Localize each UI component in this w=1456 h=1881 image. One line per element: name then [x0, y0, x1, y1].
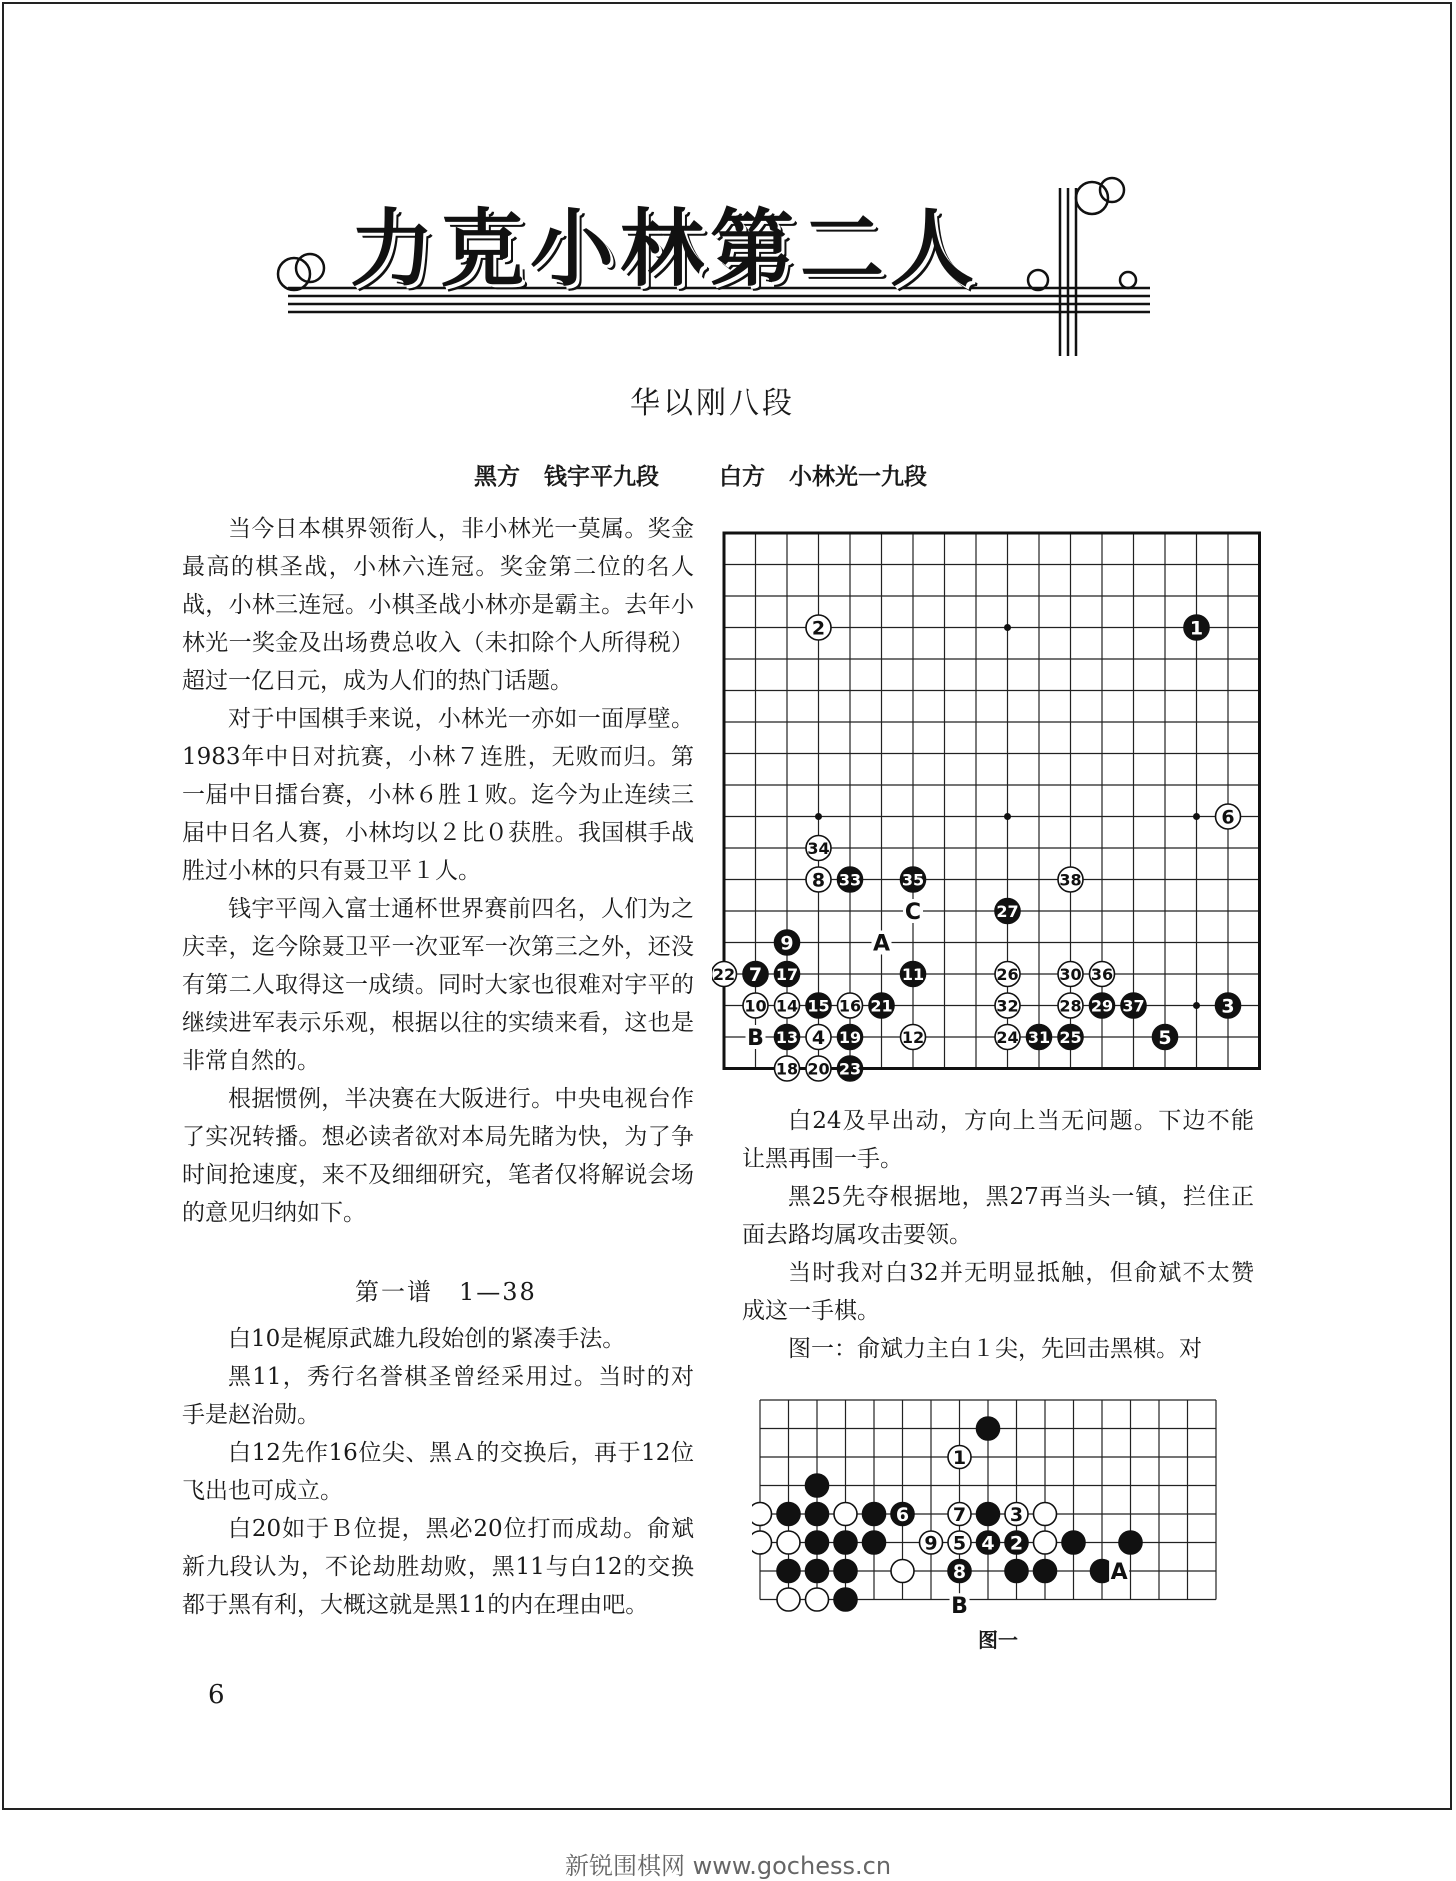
- move-number: 9: [924, 1532, 938, 1555]
- section-heading: 第一谱 1—38: [355, 1278, 537, 1306]
- move-number: 11: [901, 965, 925, 984]
- move-number: 26: [996, 965, 1019, 984]
- white-stone: [891, 1560, 914, 1583]
- black-stone: [977, 1417, 1000, 1440]
- black-stone: [777, 1560, 800, 1583]
- move-number: 7: [748, 964, 763, 986]
- go-diagram-main: [712, 525, 1262, 1101]
- white-stone: [834, 1503, 857, 1526]
- move-number: 2: [811, 617, 826, 640]
- move-number: 30: [1059, 965, 1082, 984]
- black-stone: [806, 1560, 829, 1583]
- black-stone: [777, 1503, 800, 1526]
- board-mark-label: A: [1110, 1560, 1128, 1585]
- white-stone: [752, 1503, 772, 1526]
- white-stone: [777, 1588, 800, 1611]
- move-number: 31: [1027, 1028, 1051, 1047]
- move-number: 1: [952, 1447, 967, 1469]
- page-number: 6: [208, 1680, 225, 1710]
- move-number: 9: [780, 932, 794, 955]
- move-number: 13: [775, 1028, 799, 1047]
- white-stone: [1034, 1503, 1057, 1526]
- star-point: [1193, 1002, 1200, 1009]
- white-stone: [777, 1531, 800, 1554]
- intro-paragraph: 根据惯例，半决赛在大阪进行。中央电视台作了实况转播。想必读者欲对本局先睹为快，为了争时间抢速度，来不及细细研究，笔者仅将解说会场的意见归纳如下。: [182, 1086, 694, 1226]
- watermark: 新锐围棋网 www.gochess.cn: [564, 1852, 892, 1880]
- board-border: [724, 533, 1260, 1069]
- star-point: [815, 813, 822, 820]
- black-stone: [806, 1474, 829, 1497]
- move-number: 34: [807, 839, 830, 858]
- commentary-paragraph: 图一：俞斌力主白１尖，先回击黑棋。对: [788, 1336, 1202, 1362]
- move-number: 15: [807, 996, 830, 1016]
- move-number: 6: [895, 1504, 910, 1526]
- figure-caption: 图一: [978, 1628, 1018, 1652]
- move-number: 10: [744, 996, 767, 1016]
- move-number: 3: [1221, 995, 1235, 1018]
- players-line: [474, 458, 943, 491]
- move-number: 1: [1189, 617, 1204, 640]
- move-number: 4: [981, 1532, 995, 1555]
- go-board-main: [712, 525, 1262, 1097]
- move-number: 16: [838, 996, 862, 1016]
- move-number: 17: [775, 965, 799, 984]
- move-number: 21: [870, 996, 893, 1016]
- move-number: 6: [1221, 806, 1235, 829]
- commentary-left-column: [182, 1320, 694, 1624]
- black-stone: [863, 1503, 886, 1526]
- white-stone: [1034, 1531, 1057, 1554]
- move-number: 22: [712, 965, 736, 984]
- move-number: 8: [952, 1561, 967, 1583]
- go-diagram-figure1: [752, 1388, 1240, 1624]
- move-number: 5: [1158, 1027, 1172, 1049]
- commentary-paragraph: 白20如于Ｂ位提，黑必20位打而成劫。俞斌新九段认为，不论劫胜劫败，黑11与白12的交换都于黑有利，大概这就是黑11的内在理由吧。: [182, 1516, 694, 1618]
- move-number: 5: [952, 1532, 967, 1555]
- commentary-paragraph: 白12先作16位尖、黑Ａ的交换后，再于12位飞出也可成立。: [182, 1440, 694, 1504]
- intro-paragraph: 当今日本棋界领衔人，非小林光一莫属。奖金最高的棋圣战，小林六连冠。奖金第二位的名人战，小林三连冠。小棋圣战小林亦是霸主。去年小林光一奖金及出场费总收入（未扣除个人所得税）超过一亿日元，成为人们的热门话题。: [182, 516, 694, 694]
- intro-paragraph: 钱宇平闯入富士通杯世界赛前四名，人们为之庆幸，迄今除聂卫平一次亚军一次第三之外，还没有第二人取得这一成绩。同时大家也很难对宇平的继续进军表示乐观，根据以往的实绩来看，这也是非常自然的。: [182, 896, 694, 1074]
- move-number: 38: [1059, 870, 1082, 890]
- move-number: 23: [838, 1059, 862, 1079]
- move-number: 14: [775, 996, 799, 1016]
- go-board-figure1: [752, 1388, 1240, 1620]
- move-number: 2: [1009, 1532, 1024, 1555]
- article-title: 力克小林第二人: [350, 200, 981, 298]
- black-stone: [1119, 1531, 1142, 1554]
- move-number: 27: [996, 902, 1019, 921]
- commentary-right-column: [742, 1102, 1254, 1368]
- white-label: 白方: [719, 464, 766, 490]
- commentary-paragraph: 黑25先夺根据地，黑27再当头一镇，拦住正面去路均属攻击要领。: [742, 1184, 1254, 1248]
- move-number: 8: [811, 869, 826, 892]
- commentary-paragraph: 黑11，秀行名誉棋圣曾经采用过。当时的对手是赵治勋。: [182, 1364, 694, 1428]
- move-number: 33: [838, 870, 862, 890]
- black-player: 钱宇平九段: [544, 464, 660, 490]
- board-mark-label: C: [904, 900, 922, 925]
- star-point: [1004, 624, 1011, 631]
- move-number: 28: [1059, 996, 1082, 1016]
- black-label: 黑方: [474, 464, 520, 490]
- black-stone: [806, 1531, 829, 1554]
- move-number: 24: [996, 1028, 1019, 1047]
- black-stone: [977, 1503, 1000, 1526]
- board-grid: [724, 533, 1260, 1069]
- move-number: 35: [901, 870, 925, 890]
- board-mark-label: B: [951, 1594, 968, 1620]
- black-stone: [863, 1531, 886, 1554]
- commentary-paragraph: 白24及早出动，方向上当无问题。下边不能让黑再围一手。: [742, 1108, 1254, 1172]
- white-player: 小林光一九段: [789, 464, 928, 490]
- black-stone: [1005, 1560, 1028, 1583]
- black-stone: [1062, 1531, 1085, 1554]
- move-number: 4: [811, 1027, 826, 1049]
- board-mark-label: B: [747, 1026, 764, 1051]
- move-number: 20: [807, 1059, 830, 1079]
- title-banner: [270, 168, 1170, 368]
- star-point: [1004, 813, 1011, 820]
- black-stone: [806, 1503, 829, 1526]
- move-number: 29: [1090, 996, 1114, 1016]
- white-stone: [806, 1588, 829, 1611]
- move-number: 37: [1122, 996, 1145, 1016]
- black-stone: [834, 1560, 857, 1583]
- move-number: 25: [1059, 1028, 1082, 1047]
- move-number: 32: [996, 996, 1019, 1016]
- star-point: [1193, 813, 1200, 820]
- black-stone: [834, 1588, 857, 1611]
- move-number: 3: [1009, 1504, 1024, 1526]
- move-number: 12: [901, 1028, 925, 1047]
- board-mark-label: A: [872, 931, 891, 957]
- author-byline: 华以刚八段: [630, 386, 795, 421]
- black-stone: [1034, 1560, 1057, 1583]
- commentary-paragraph: 白10是梶原武雄九段始创的紧凑手法。: [228, 1326, 626, 1352]
- intro-column: [182, 510, 694, 1232]
- move-number: 7: [952, 1504, 967, 1526]
- move-number: 18: [775, 1059, 799, 1079]
- black-stone: [834, 1531, 857, 1554]
- move-number: 19: [838, 1028, 862, 1047]
- commentary-paragraph: 当时我对白32并无明显抵触，但俞斌不太赞成这一手棋。: [742, 1260, 1254, 1324]
- white-stone: [752, 1531, 772, 1554]
- intro-paragraph: 对于中国棋手来说，小林光一亦如一面厚壁。1983年中日对抗赛，小林７连胜，无败而归。第一届中日擂台赛，小林６胜１败。迄今为止连续三届中日名人赛，小林均以２比０获胜。我国棋手战胜过小林的只有聂卫平１人。: [182, 706, 694, 884]
- move-number: 36: [1090, 965, 1114, 984]
